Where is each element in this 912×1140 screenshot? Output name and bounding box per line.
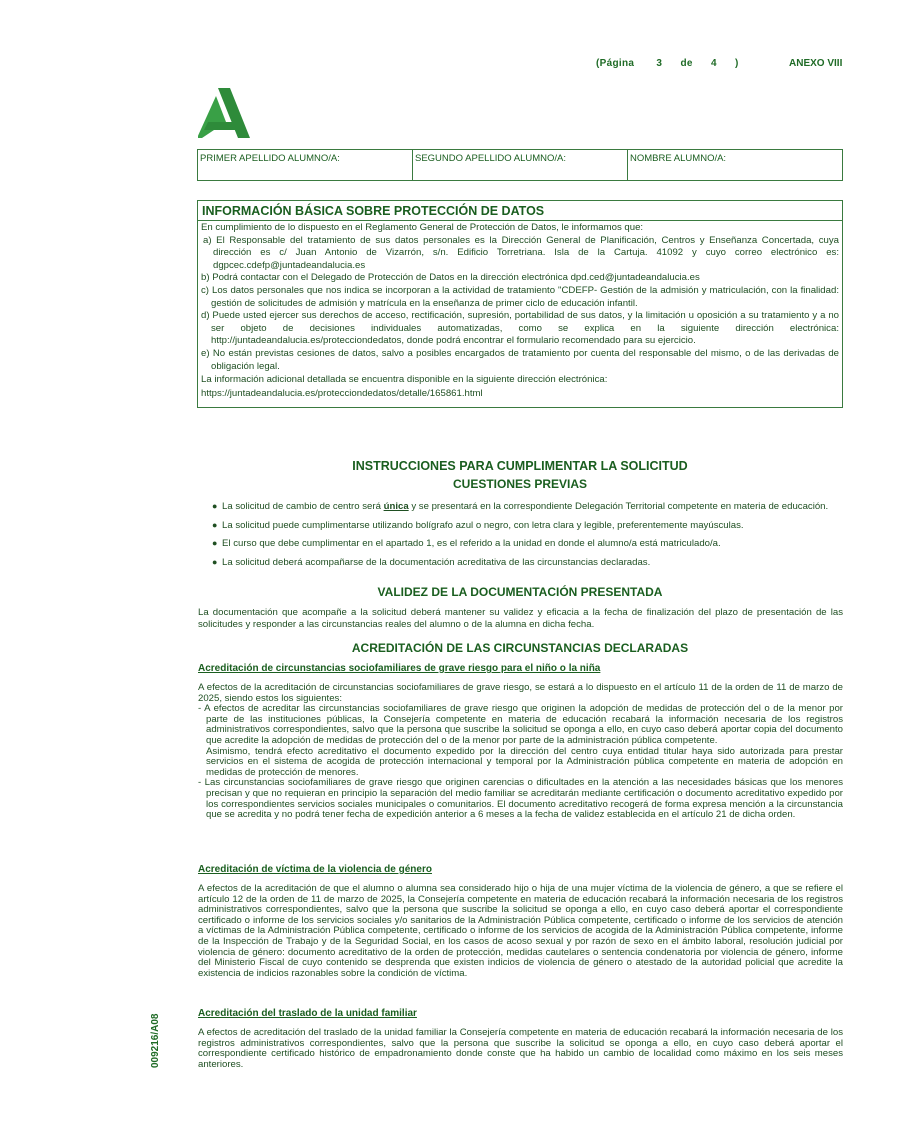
section-text-violencia-genero: A efectos de la acreditación de que el alumno o alumna sea considerado hijo o hija de una mujer víctima de la violencia de género, a que se refiere el artículo 12 de la orden de 11 de marzo de 2025, la Consejería competente en materia de educación recabará la información necesaria de los registros administrativos correspondientes, salvo que la persona que suscribe la solicitud se oponga a ello, en cuyo caso deberá aportar el correspondiente certificado o informe de los servicios sociales y/o sanitarios de la Administración Pública competente, certificado o informe de los servicios de atención a víctimas de la Administración Pública competente, certificado o informe de los servicios de acogida de la Administración Pública competente, informe de la Inspección de Trabajo y de la Seguridad Social, en los casos de acoso sexual y por razón de sexo en el ámbito laboral, resolución judicial por violencia de género: documento acreditativo de la orden de protección, medidas cautelares o sentencia condenatoria por violencia de género, informe del Ministerio Fiscal de cuyo contenido se desprenda que existen indicios de violencia de género o atestado de la autoridad policial que acredite la existencia de indicios razonables sobre la condición de víctima. xyxy=(198,883,843,979)
annex-label: ANEXO VIII xyxy=(789,58,843,69)
privacy-item-e: e) No están previstas cesiones de datos, salvo a posibles encargados de tratamiento por cuenta del responsable del mismo, o de las derivadas de obligación legal. xyxy=(201,347,839,372)
list-item: ● El curso que debe cumplimentar en el apartado 1, es el referido a la unidad en donde el alumno/a está matriculado/a. xyxy=(212,538,721,549)
privacy-item-b: b) Podrá contactar con el Delegado de Protección de Datos en la dirección electrónica dpd.ced@juntadeandalucia.es xyxy=(201,272,700,284)
first-surname-field[interactable]: PRIMER APELLIDO ALUMNO/A: xyxy=(198,150,413,180)
privacy-more: La información adicional detallada se encuentra disponible en la siguiente dirección electrónica: xyxy=(201,374,608,386)
privacy-item-a: a) El Responsable del tratamiento de sus datos personales es la Dirección General de Planificación, Centros y Enseñanza Concertada, cuya dirección es c/ Juan Antonio de Vizarrón, s/n. Edificio Torretriana. Isla de la Cartuja. 41092 y cuyo correo electrónico es: dgpcec.cdefp@juntadeandalucia.es xyxy=(203,234,839,271)
bullet-icon: ● xyxy=(212,501,218,511)
list-item: ● La solicitud de cambio de centro será única y se presentará en la correspondiente Delegación Territorial competente en materia de educación. xyxy=(212,501,829,512)
list-item: ● La solicitud puede cumplimentarse utilizando bolígrafo azul o negro, con letra clara y legible, preferentemente mayúsculas. xyxy=(212,519,744,531)
page-prefix: (Página xyxy=(596,58,635,69)
page-suffix: ) xyxy=(735,58,739,69)
page-current: 3 xyxy=(656,58,663,69)
page-indicator xyxy=(596,58,739,69)
instructions-title: INSTRUCCIONES PARA CUMPLIMENTAR LA SOLICITUD xyxy=(352,459,688,473)
privacy-item-d: d) Puede usted ejercer sus derechos de acceso, rectificación, supresión, portabilidad de sus datos, y la limitación u oposición a su tratamiento y a no ser objeto de decisiones individuales automatizadas, como se explica en la siguiente dirección electrónica: http://juntadeandalucia.es/protecciondedatos, donde podrá encontrar el formulario recomendado para su ejercicio. xyxy=(201,310,839,347)
junta-andalucia-logo xyxy=(198,88,256,140)
student-name-table xyxy=(197,149,843,181)
bullet-icon: ● xyxy=(212,538,218,548)
data-protection-box xyxy=(197,200,843,408)
acreditacion-title: ACREDITACIÓN DE LAS CIRCUNSTANCIAS DECLARADAS xyxy=(351,641,689,655)
second-surname-field[interactable]: SEGUNDO APELLIDO ALUMNO/A: xyxy=(413,150,628,180)
data-protection-title: INFORMACIÓN BÁSICA SOBRE PROTECCIÓN DE DATOS xyxy=(198,201,842,221)
emphasis-unica: única xyxy=(383,501,409,512)
section-text-grave-riesgo: A efectos de la acreditación de circunstancias sociofamiliares de grave riesgo, se estará a lo dispuesto en el artículo 11 de la orden de 11 de marzo de 2025, siendo estos los siguientes: - A efectos de acreditar las circunstancias sociofamiliares de grave riesgo que originen la adopción de medidas de protección del o de la menor por parte de las instituciones públicas, la Consejería competente en materia de educación recabará la información necesaria de los registros administrativos correspondientes, salvo que la persona que suscribe la solicitud se oponga a ello, en cuyo caso deberá aportar copia del documento que acredite la adopción de medidas de protección del o de la menor por parte de la administración pública competente. Asimismo, tendrá efecto acreditativo el documento expedido por la dirección del centro cuya entidad titular haya sido autorizada para prestar servicios en el sistema de acogida de protección internacional y temporal por la Administración pública competente en materia de adopción en medidas de protección de menores. - Las circunstancias sociofamiliares de grave riesgo que originen carencias o dificultades en la atención a las necesidades básicas que los menores precisan y que no requieran en principio la separación del medio familiar se acreditarán mediante certificación o documento acreditativo expedido por los correspondientes servicios sociales municipales o comunitarios. El documento acreditativo recogerá de forma expresa mención a la circunstancia que se acredita y no podrá tener fecha de expedición anterior a 6 meses a la fecha de validez establecida en el artículo 21 de dicha orden. xyxy=(198,682,843,821)
validez-title: VALIDEZ DE LA DOCUMENTACIÓN PRESENTADA xyxy=(377,585,663,599)
list-item: ● La solicitud deberá acompañarse de la documentación acreditativa de las circunstancias declaradas. xyxy=(212,556,651,568)
bullet-icon: ● xyxy=(212,556,218,567)
section-text-traslado: A efectos de acreditación del traslado de la unidad familiar la Consejería competente en materia de educación recabará la información necesaria de los registros administrativos correspondientes, salvo que la persona que suscribe la solicitud se oponga a ello, en cuyo caso deberá aportar el correspondiente certificado histórico de empadronamiento donde conste que ha habido un cambio de localidad como máximo en los seis meses anteriores. xyxy=(198,1027,843,1070)
validez-text: La documentación que acompañe a la solicitud deberá mantener su validez y eficacia a la fecha de finalización del plazo de presentación de las solicitudes y responder a las circunstancias reales del alumno o de la alumna en dicha fecha. xyxy=(198,607,843,630)
page-of: de xyxy=(680,58,693,69)
form-code: 009216/A08 xyxy=(150,1013,161,1068)
section-heading-traslado: Acreditación del traslado de la unidad familiar xyxy=(198,1008,417,1019)
privacy-item-c: c) Los datos personales que nos indica se incorporan a la actividad de tratamiento "CDEFP- Gestión de la admisión y matriculación, con la finalidad: gestión de solicitudes de admisión y matrícula en la enseñanza de primer ciclo de educación infantil. xyxy=(201,284,839,309)
name-field[interactable]: NOMBRE ALUMNO/A: xyxy=(630,153,727,164)
page-total: 4 xyxy=(710,58,717,69)
privacy-url[interactable]: https://juntadeandalucia.es/protecciondedatos/detalle/165861.html xyxy=(201,387,483,399)
section-heading-violencia-genero: Acreditación de víctima de la violencia de género xyxy=(198,864,432,875)
bullet-icon: ● xyxy=(212,519,218,530)
instructions-list xyxy=(212,501,842,575)
instructions-subtitle: CUESTIONES PREVIAS xyxy=(452,477,588,491)
section-heading-grave-riesgo: Acreditación de circunstancias sociofamiliares de grave riesgo para el niño o la niña xyxy=(198,663,601,674)
privacy-intro: En cumplimiento de lo dispuesto en el Reglamento General de Protección de Datos, le informamos que: xyxy=(201,222,644,233)
